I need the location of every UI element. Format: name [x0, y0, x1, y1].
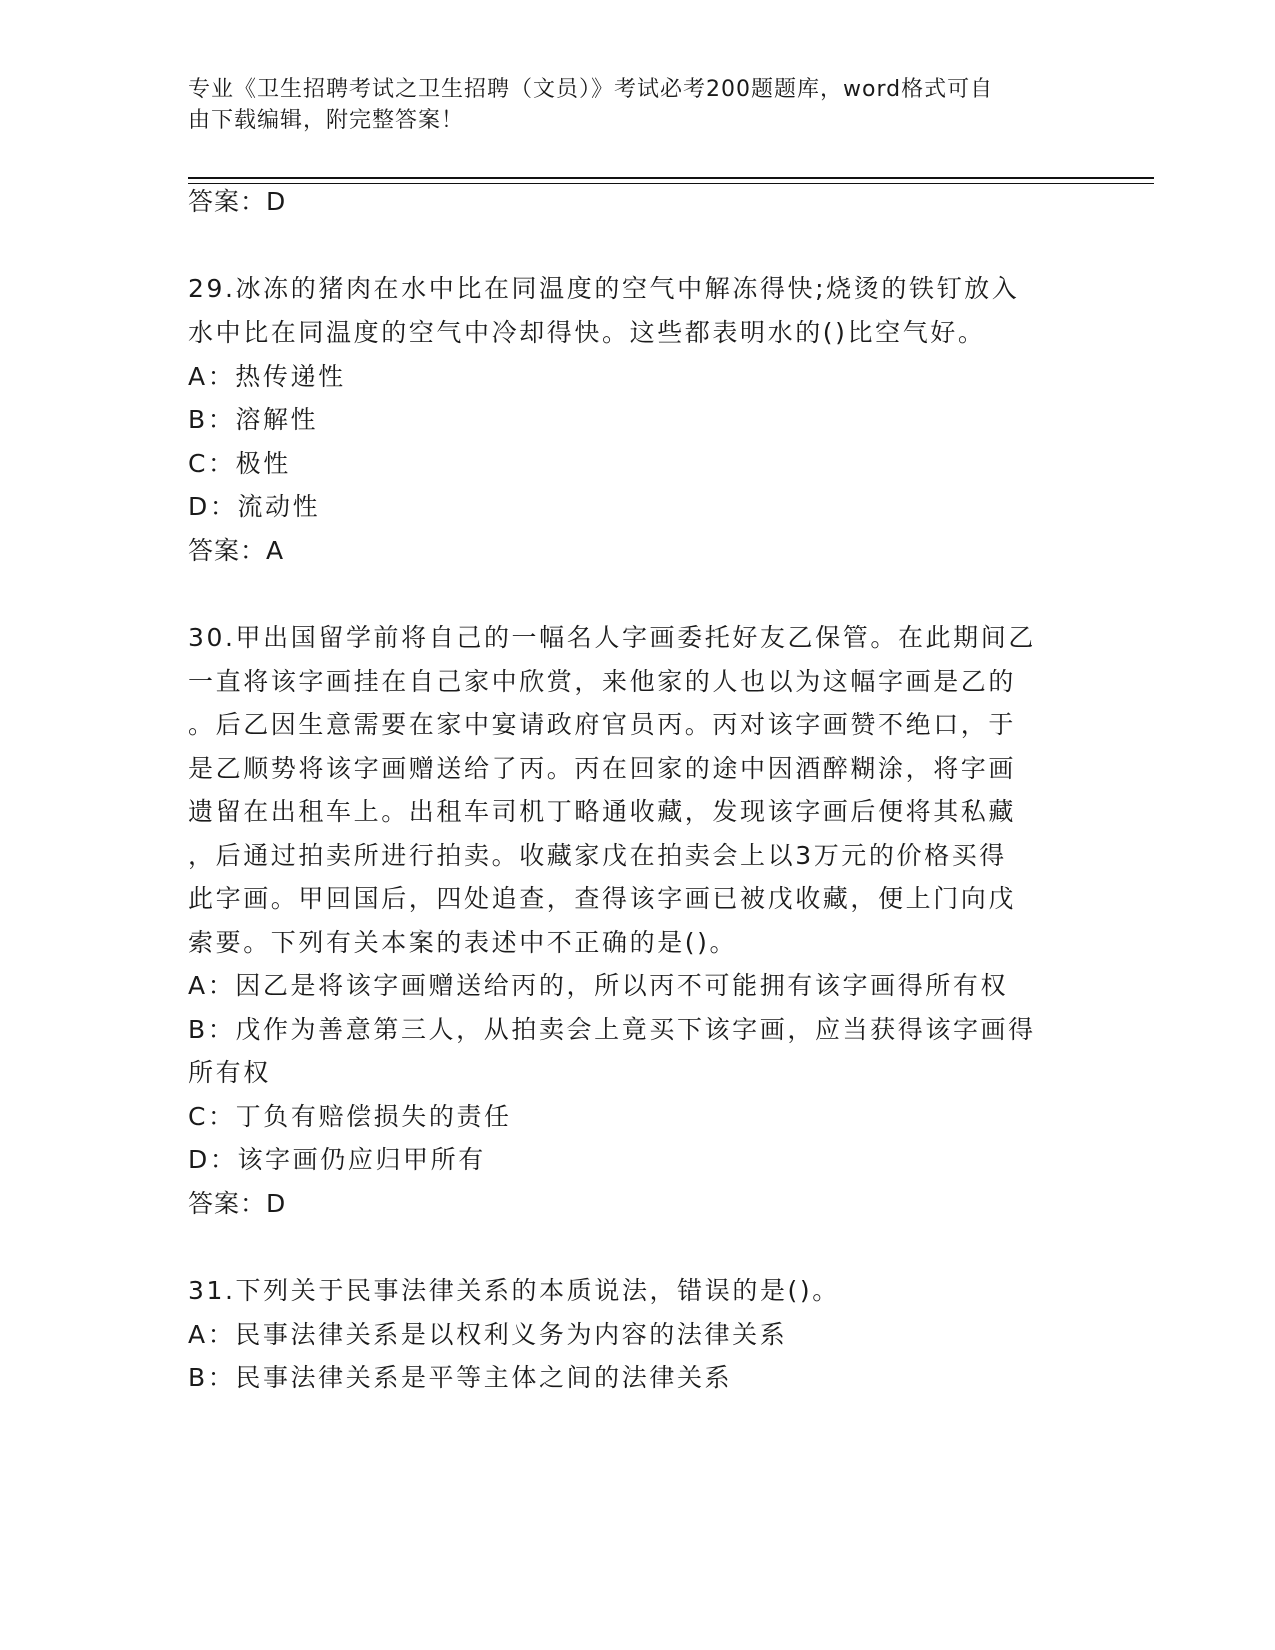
header-divider-thin [188, 183, 1154, 184]
q30-option-d: D：该字画仍应归甲所有 [188, 1145, 486, 1174]
header-line-2: 由下载编辑，附完整答案！ [188, 108, 465, 133]
q30-stem-line-8: 索要。下列有关本案的表述中不正确的是()。 [188, 928, 738, 957]
q31-option-b: B：民事法律关系是平等主体之间的法律关系 [188, 1363, 733, 1392]
answer-q28: 答案：D [188, 187, 287, 216]
header-divider-thick [188, 177, 1154, 179]
q30-option-c: C：丁负有赔偿损失的责任 [188, 1102, 512, 1131]
q31-stem-line-1: 31.下列关于民事法律关系的本质说法，错误的是()。 [188, 1276, 840, 1305]
q31-option-a: A：民事法律关系是以权利义务为内容的法律关系 [188, 1320, 788, 1349]
q30-answer: 答案：D [188, 1189, 287, 1218]
q30-stem-line-1: 30.甲出国留学前将自己的一幅名人字画委托好友乙保管。在此期间乙 [188, 623, 1036, 652]
q29-option-b: B：溶解性 [188, 405, 319, 434]
q30-stem-line-3: 。后乙因生意需要在家中宴请政府官员丙。丙对该字画赞不绝口，于 [188, 710, 1017, 739]
q30-option-a: A：因乙是将该字画赠送给丙的，所以丙不可能拥有该字画得所有权 [188, 971, 1009, 1000]
q30-stem-line-7: 此字画。甲回国后，四处追查，查得该字画已被戊收藏，便上门向戊 [188, 884, 1017, 913]
q30-option-b-cont: 所有权 [188, 1058, 271, 1087]
header-line-1: 专业《卫生招聘考试之卫生招聘（文员）》考试必考200题题库，word格式可自 [188, 77, 994, 102]
q29-stem-line-1: 29.冰冻的猪肉在水中比在同温度的空气中解冻得快;烧烫的铁钉放入 [188, 274, 1020, 303]
q29-option-a: A：热传递性 [188, 362, 346, 391]
q30-stem-line-2: 一直将该字画挂在自己家中欣赏，来他家的人也以为这幅字画是乙的 [188, 667, 1017, 696]
q30-stem-line-6: ，后通过拍卖所进行拍卖。收藏家戊在拍卖会上以3万元的价格买得 [188, 841, 1007, 870]
q29-option-c: C：极性 [188, 449, 291, 478]
q30-stem-line-4: 是乙顺势将该字画赠送给了丙。丙在回家的途中因酒醉糊涂，将字画 [188, 754, 1017, 783]
document-header [188, 74, 1068, 136]
q30-option-b: B：戊作为善意第三人，从拍卖会上竟买下该字画，应当获得该字画得 [188, 1015, 1036, 1044]
q29-option-d: D：流动性 [188, 492, 321, 521]
q29-stem-line-2: 水中比在同温度的空气中冷却得快。这些都表明水的()比空气好。 [188, 318, 986, 347]
q29-answer: 答案：A [188, 536, 285, 565]
q30-stem-line-5: 遗留在出租车上。出租车司机丁略通收藏，发现该字画后便将其私藏 [188, 797, 1017, 826]
